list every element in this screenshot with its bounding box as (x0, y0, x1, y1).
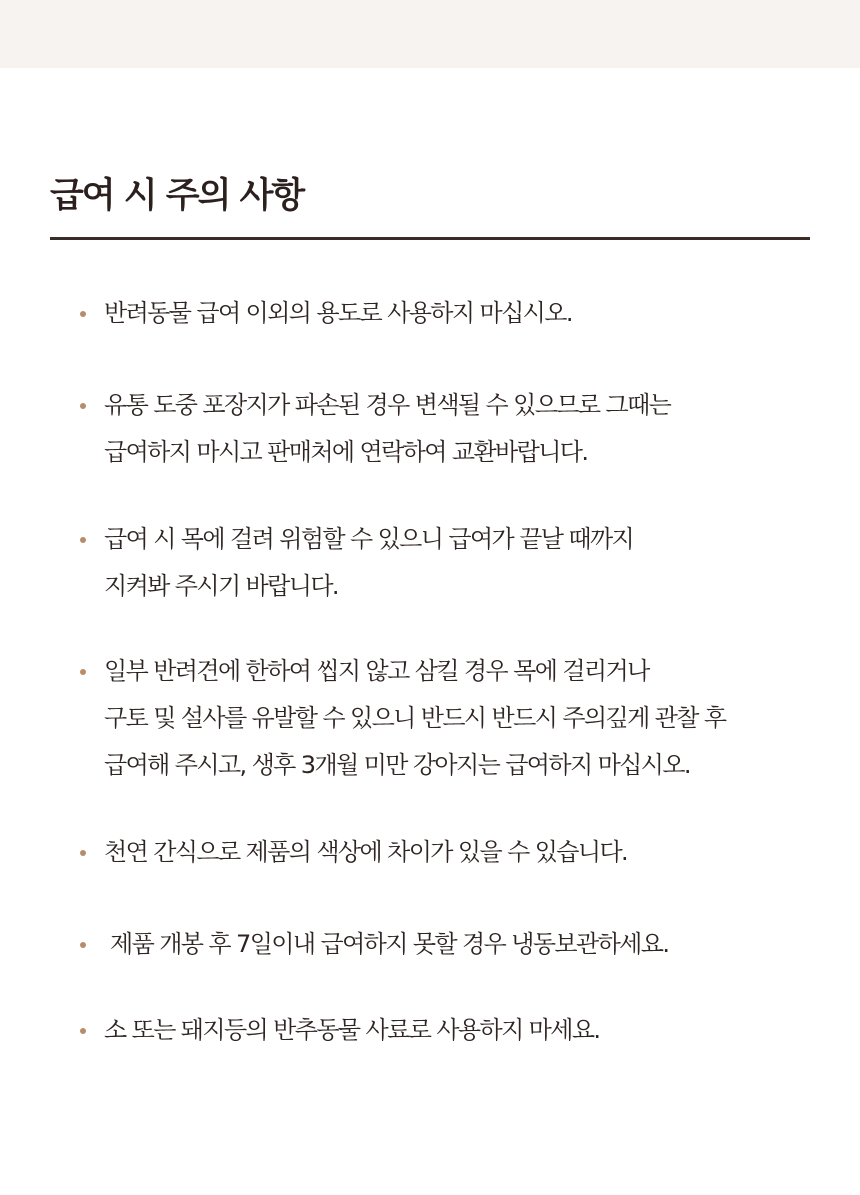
caution-item-4-line-2: 구토 및 설사를 유발할 수 있으니 반드시 반드시 주의깊게 관찰 후 (104, 704, 726, 732)
bullet-dot-icon (80, 942, 86, 948)
bullet-dot-icon (80, 1028, 86, 1034)
caution-item-3-line-2: 지켜봐 주시기 바랍니다. (104, 572, 338, 600)
caution-item-4 (50, 648, 810, 789)
bullet-dot-icon (80, 311, 86, 317)
caution-item-2-line-1: 유통 도중 포장지가 파손된 경우 변색될 수 있으므로 그때는 (104, 391, 671, 419)
title-divider (50, 237, 810, 240)
caution-item-7-line-1: 소 또는 돼지등의 반추동물 사료로 사용하지 마세요. (104, 1016, 600, 1044)
caution-item-3 (50, 516, 810, 610)
bullet-dot-icon (80, 403, 86, 409)
caution-item-5-line-1: 천연 간식으로 제품의 색상에 차이가 있을 수 있습니다. (104, 838, 628, 866)
caution-item-7 (50, 1007, 810, 1054)
caution-item-3-line-1: 급여 시 목에 걸려 위험할 수 있으니 급여가 끝날 때까지 (104, 525, 634, 553)
caution-item-4-line-1: 일부 반려견에 한하여 씹지 않고 삼킬 경우 목에 걸리거나 (104, 657, 649, 685)
section-title: 급여 시 주의 사항 (50, 176, 304, 216)
caution-section (50, 172, 810, 240)
caution-item-6-line-1: 제품 개봉 후 7일이내 급여하지 못할 경우 냉동보관하세요. (104, 930, 669, 958)
top-band (0, 0, 860, 68)
caution-item-6 (50, 921, 810, 968)
bullet-dot-icon (80, 850, 86, 856)
caution-item-2 (50, 382, 810, 476)
bullet-dot-icon (80, 669, 86, 675)
caution-item-4-line-3: 급여해 주시고, 생후 3개월 미만 강아지는 급여하지 마십시오. (104, 751, 690, 779)
caution-item-1 (50, 290, 810, 337)
caution-item-5 (50, 829, 810, 876)
caution-item-2-line-2: 급여하지 마시고 판매처에 연락하여 교환바랍니다. (104, 438, 588, 466)
bullet-dot-icon (80, 537, 86, 543)
caution-item-1-line-1: 반려동물 급여 이외의 용도로 사용하지 마십시오. (104, 299, 572, 327)
